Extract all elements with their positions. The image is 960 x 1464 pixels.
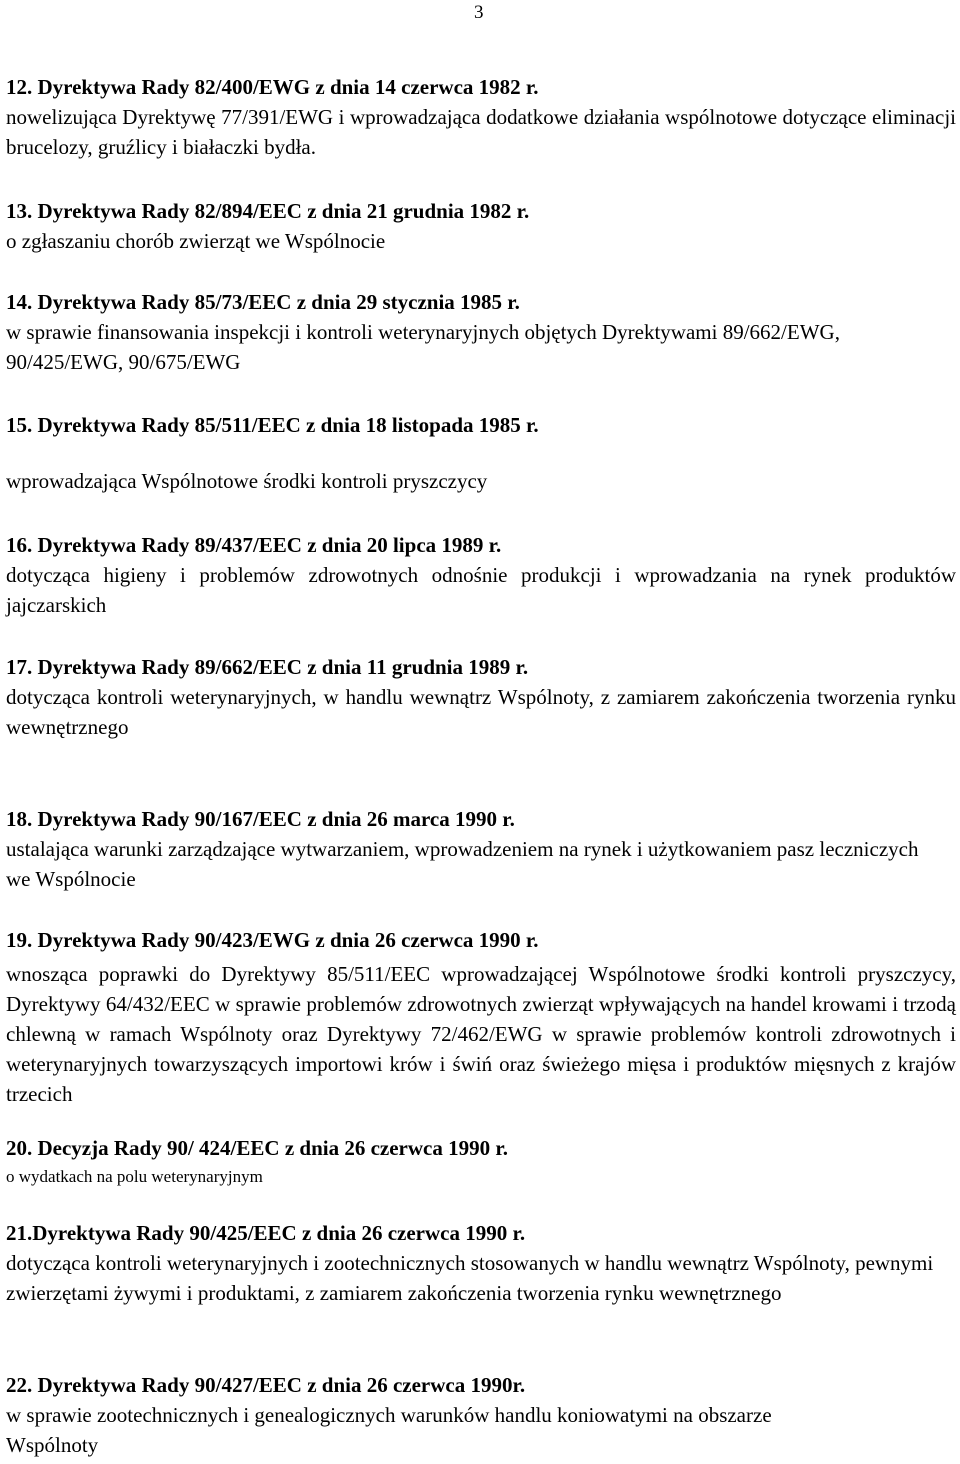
entry-18 <box>6 804 956 894</box>
entry-heading: 19. Dyrektywa Rady 90/423/EWG z dnia 26 czerwca 1990 r. <box>6 928 539 952</box>
entry-21 <box>6 1218 956 1308</box>
entry-heading: 14. Dyrektywa Rady 85/73/EEC z dnia 29 stycznia 1985 r. <box>6 290 520 314</box>
entry-19 <box>6 925 956 1109</box>
entry-description: nowelizująca Dyrektywę 77/391/EWG i wprowadzająca dodatkowe działania wspólnotowe dotyczące eliminacji brucelozy, gruźlicy i białaczki bydła. <box>6 105 956 159</box>
entry-heading: 18. Dyrektywa Rady 90/167/EEC z dnia 26 marca 1990 r. <box>6 807 515 831</box>
entry-heading: 12. Dyrektywa Rady 82/400/EWG z dnia 14 czerwca 1982 r. <box>6 75 539 99</box>
entry-heading: 21.Dyrektywa Rady 90/425/EEC z dnia 26 czerwca 1990 r. <box>6 1221 526 1245</box>
entry-heading: 22. Dyrektywa Rady 90/427/EEC z dnia 26 czerwca 1990r. <box>6 1373 526 1397</box>
entry-heading: 13. Dyrektywa Rady 82/894/EEC z dnia 21 grudnia 1982 r. <box>6 199 530 223</box>
entry-description: o zgłaszaniu chorób zwierząt we Wspólnocie <box>6 229 386 253</box>
entry-22 <box>6 1370 956 1460</box>
entry-description: dotycząca kontroli weterynaryjnych i zootechnicznych stosowanych w handlu wewnątrz Wspólnoty, pewnymi zwierzętami żywymi i produktami, z zamiarem zakończenia tworzenia rynku wewnętrznego <box>6 1251 934 1305</box>
entry-description: w sprawie zootechnicznych i genealogicznych warunków handlu koniowatymi na obszarze Wspólnoty <box>6 1403 772 1457</box>
entry-heading: 20. Decyzja Rady 90/ 424/EEC z dnia 26 czerwca 1990 r. <box>6 1136 508 1160</box>
entry-heading: 17. Dyrektywa Rady 89/662/EEC z dnia 11 grudnia 1989 r. <box>6 655 529 679</box>
entry-description: wnosząca poprawki do Dyrektywy 85/511/EEC wprowadzającej Wspólnotowe środki kontroli pryszczycy, Dyrektywy 64/432/EEC w sprawie problemów zdrowotnych zwierząt wpływających na handel krowami i trzodą chlewną w ramach Wspólnoty oraz Dyrektywy 72/462/EWG w sprawie problemów kontroli zdrowotnych i weterynaryjnych towarzyszących importowi krów i świń oraz świeżego mięsa i produktów mięsnych z krajów trzecich <box>6 962 956 1106</box>
entry-heading: 16. Dyrektywa Rady 89/437/EEC z dnia 20 lipca 1989 r. <box>6 533 502 557</box>
page-number: 3 <box>474 2 484 23</box>
entry-14 <box>6 287 956 377</box>
entry-description: w sprawie finansowania inspekcji i kontroli weterynaryjnych objętych Dyrektywami 89/662/EWG, 90/425/EWG, 90/675/EWG <box>6 320 840 374</box>
entry-heading: 15. Dyrektywa Rady 85/511/EEC z dnia 18 listopada 1985 r. <box>6 413 539 437</box>
entry-description: dotycząca higieny i problemów zdrowotnych odnośnie produkcji i wprowadzania na rynek produktów jajczarskich <box>6 563 956 617</box>
entry-12 <box>6 72 956 162</box>
entry-15 <box>6 410 956 496</box>
entry-16 <box>6 530 956 620</box>
entry-13 <box>6 196 956 256</box>
entry-description: o wydatkach na polu weterynaryjnym <box>6 1167 263 1186</box>
entry-description: dotycząca kontroli weterynaryjnych, w handlu wewnątrz Wspólnoty, z zamiarem zakończenia tworzenia rynku wewnętrznego <box>6 685 956 739</box>
entry-description: ustalająca warunki zarządzające wytwarzaniem, wprowadzeniem na rynek i użytkowaniem pasz leczniczych we Wspólnocie <box>6 837 919 891</box>
entry-description: wprowadzająca Wspólnotowe środki kontroli pryszczycy <box>6 469 488 493</box>
entry-20 <box>6 1133 956 1189</box>
entry-17 <box>6 652 956 742</box>
